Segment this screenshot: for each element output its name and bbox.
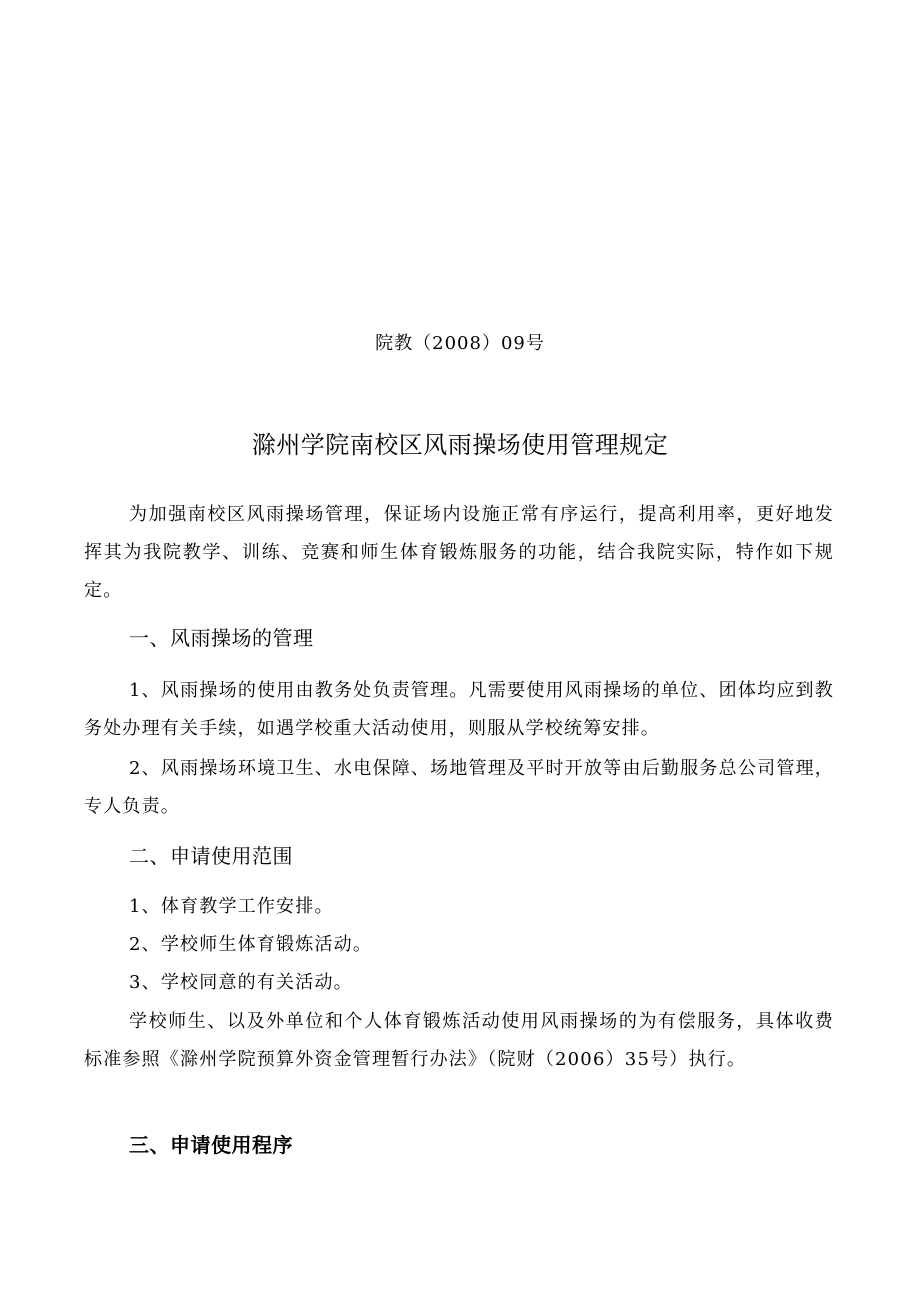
document-number: 院教（2008）09号 [375, 333, 545, 354]
scope-item-2: 2、学校师生体育锻炼活动。 [129, 934, 373, 955]
document-title: 滁州学院南校区风雨操场使用管理规定 [251, 431, 669, 459]
management-paragraph-2: 2、风雨操场环境卫生、水电保障、场地管理及平时开放等由后勤服务总公司管理，专人负责。 [84, 758, 834, 817]
section-heading-management: 一、风雨操场的管理 [129, 626, 314, 650]
intro-paragraph: 为加强南校区风雨操场管理，保证场内设施正常有序运行，提高利用率，更好地发挥其为我院教学、训练、竞赛和师生体育锻炼服务的功能，结合我院实际，特作如下规定。 [84, 504, 834, 601]
management-paragraph-1: 1、风雨操场的使用由教务处负责管理。凡需要使用风雨操场的单位、团体均应到教务处办理有关手续，如遇学校重大活动使用，则服从学校统筹安排。 [84, 680, 834, 739]
scope-item-1: 1、体育教学工作安排。 [129, 896, 334, 917]
section-heading-procedure: 三、申请使用程序 [129, 1133, 293, 1157]
section-heading-scope: 二、申请使用范围 [129, 844, 293, 868]
scope-fee-note: 学校师生、以及外单位和个人体育锻炼活动使用风雨操场的为有偿服务，具体收费标准参照《滁州学院预算外资金管理暂行办法》（院财（2006）35号）执行。 [84, 1011, 834, 1070]
scope-item-3: 3、学校同意的有关活动。 [129, 972, 353, 993]
